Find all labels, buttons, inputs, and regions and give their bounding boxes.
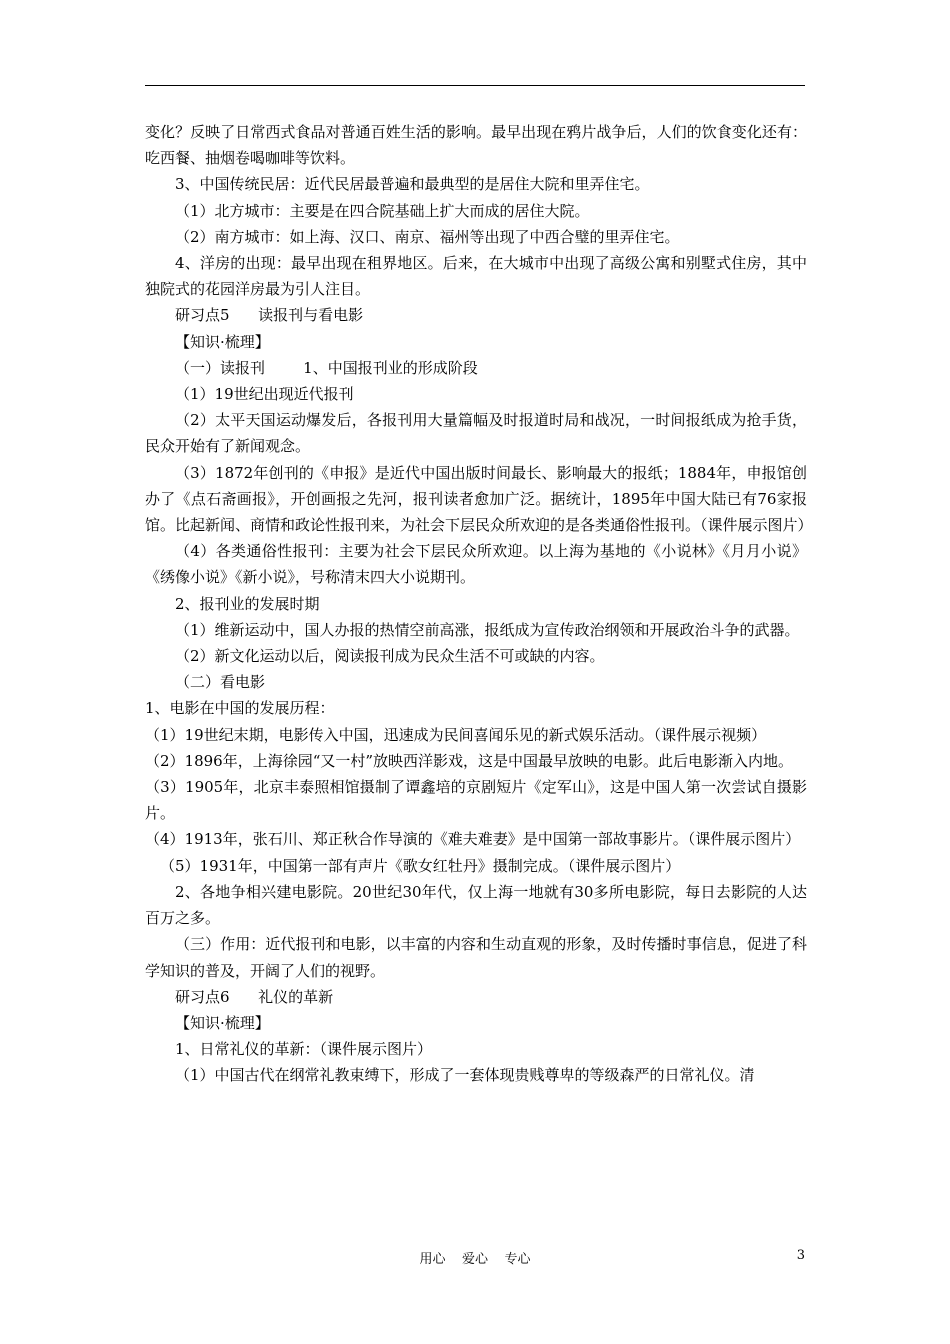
paragraph: 2、报刊业的发展时期 (175, 594, 320, 613)
paragraph: （3）1905年，北京丰泰照相馆摄制了谭鑫培的京剧短片《定军山》，这是中国人第一次尝试自摄影片。 (145, 778, 807, 823)
paragraph: （一）读报刊 1、中国报刊业的形成阶段 (175, 358, 478, 377)
paragraph: （1）19世纪出现近代报刊 (175, 385, 354, 404)
paragraph: （2）南方城市：如上海、汉口、南京、福州等出现了中西合璧的里弄住宅。 (175, 227, 680, 246)
paragraph: 4、洋房的出现：最早出现在租界地区。后来，在大城市中出现了高级公寓和别墅式住房，其中独院式的花园洋房最为引人注目。 (145, 254, 807, 299)
paragraph: （2）新文化运动以后，阅读报刊成为民众生活不可或缺的内容。 (175, 647, 605, 666)
paragraph: （1）中国古代在纲常礼教束缚下，形成了一套体现贵贱尊卑的等级森严的日常礼仪。清 (175, 1066, 755, 1085)
paragraph: （2）1896年，上海徐园“又一村”放映西洋影戏，这是中国最早放映的电影。此后电影渐入内地。 (145, 751, 794, 770)
footer-motto: 用心 爱心 专心 (419, 1252, 531, 1267)
paragraph: （1）维新运动中，国人办报的热情空前高涨，报纸成为宣传政治纲领和开展政治斗争的武器。 (175, 620, 800, 639)
paragraph: （3）1872年创刊的《申报》是近代中国出版时间最长、影响最大的报纸；1884年，申报馆创办了《点石斋画报》，开创画报之先河，报刊读者愈加广泛。据统计，1895年中国大陆已有76家报馆。比起新闻、商情和政论性报刊来，为社会下层民众所欢迎的是各类通俗性报刊。（课件展示图片） (145, 463, 813, 535)
paragraph: （4）各类通俗性报刊：主要为社会下层民众所欢迎。以上海为基地的《小说林》《月月小说》《绣像小说》《新小说》，号称清末四大小说期刊。 (145, 542, 807, 587)
header-rule (145, 85, 805, 86)
paragraph: 【知识·梳理】 (175, 1013, 270, 1032)
paragraph: 研习点5 读报刊与看电影 (175, 306, 364, 325)
paragraph: 1、电影在中国的发展历程： (145, 699, 335, 718)
paragraph: （4）1913年，张石川、郑正秋合作导演的《难夫难妻》是中国第一部故事影片。（课件展示图片） (145, 830, 801, 849)
paragraph: （1）北方城市：主要是在四合院基础上扩大而成的居住大院。 (175, 201, 590, 220)
paragraph: （1）19世纪末期，电影传入中国，迅速成为民间喜闻乐见的新式娱乐活动。（课件展示视频） (145, 725, 767, 744)
paragraph: 变化？反映了日常西式食品对普通百姓生活的影响。最早出现在鸦片战争后，人们的饮食变化还有：吃西餐、抽烟卷喝咖啡等饮料。 (145, 123, 807, 168)
page-number: 3 (796, 1248, 805, 1263)
paragraph: 2、各地争相兴建电影院。20世纪30年代，仅上海一地就有30多所电影院，每日去影院的人达百万之多。 (145, 882, 807, 928)
paragraph: （5）1931年，中国第一部有声片《歌女红牡丹》摄制完成。（课件展示图片） (160, 856, 681, 875)
document-body (145, 119, 813, 1089)
paragraph: 3、中国传统民居：近代民居最普遍和最典型的是居住大院和里弄住宅。 (175, 175, 650, 194)
paragraph: （2）太平天国运动爆发后，各报刊用大量篇幅及时报道时局和战况，一时间报纸成为抢手货，民众开始有了新闻观念。 (145, 411, 807, 456)
paragraph: 【知识·梳理】 (175, 332, 270, 351)
paragraph: （二）看电影 (175, 673, 266, 692)
paragraph: （三）作用：近代报刊和电影，以丰富的内容和生动直观的形象，及时传播时事信息，促进了科学知识的普及，开阔了人们的视野。 (145, 935, 807, 980)
paragraph: 1、日常礼仪的革新：（课件展示图片） (175, 1040, 433, 1059)
paragraph: 研习点6 礼仪的革新 (175, 987, 334, 1006)
